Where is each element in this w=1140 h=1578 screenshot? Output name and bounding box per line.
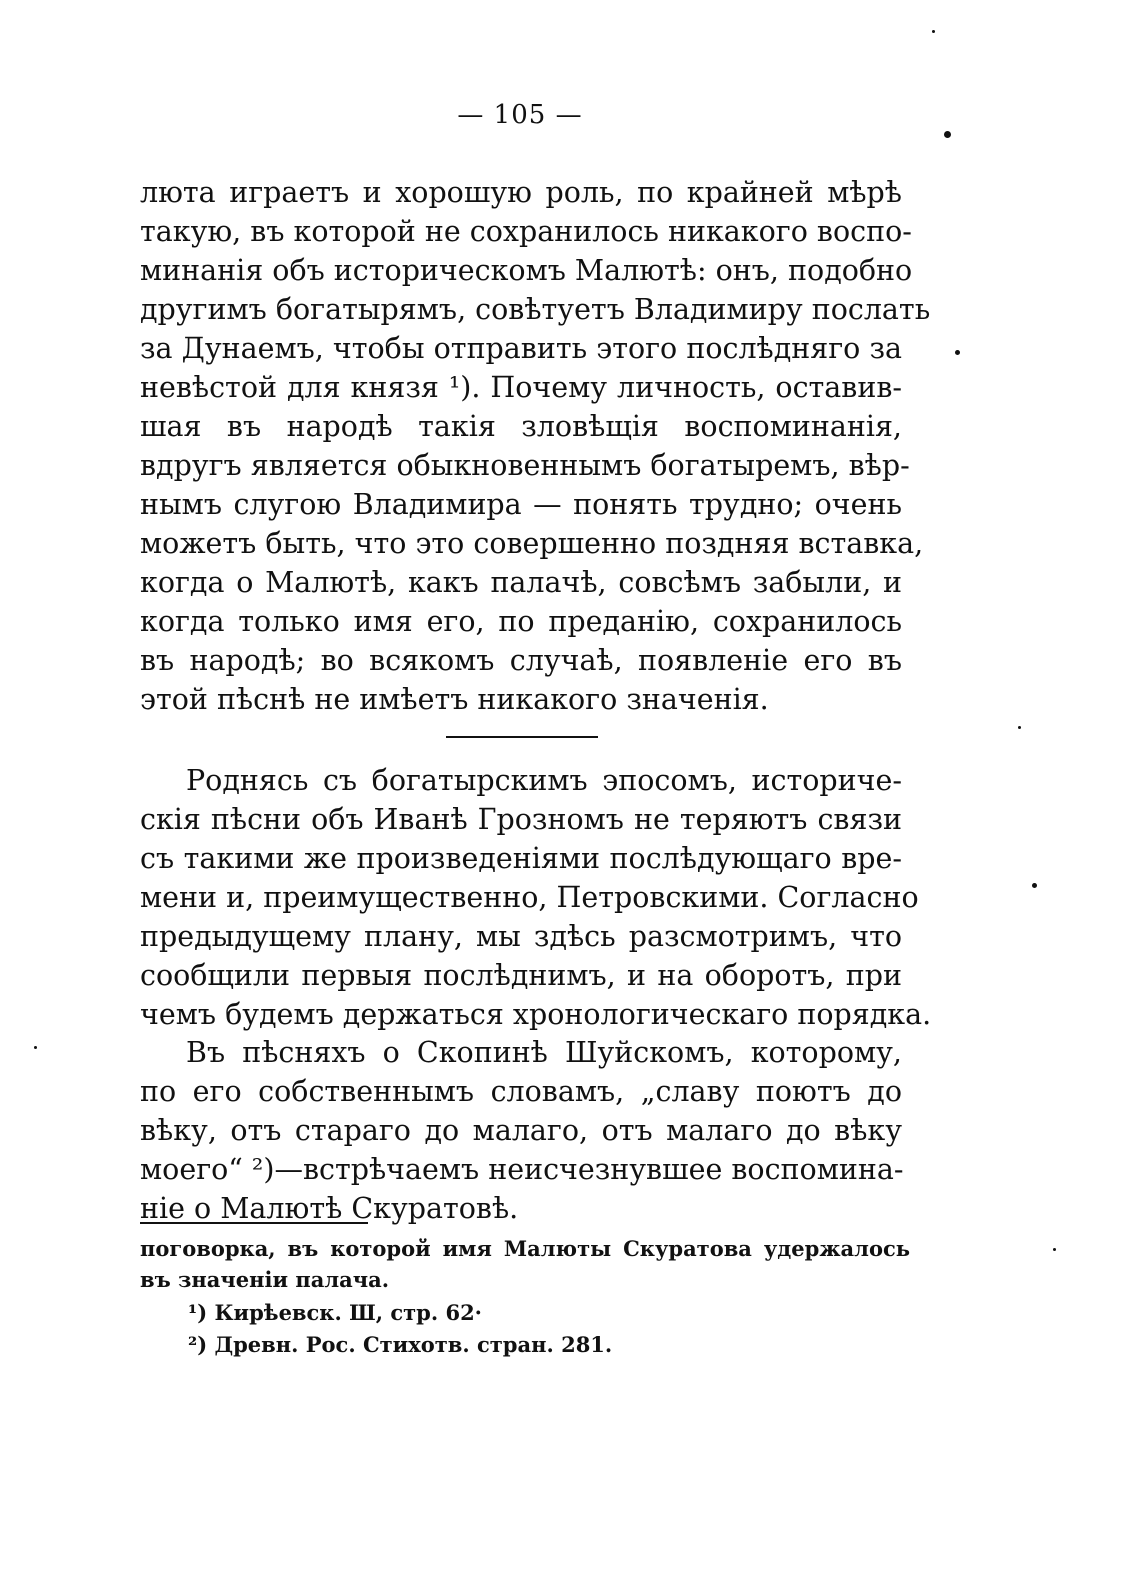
scan-speck: [1053, 1248, 1056, 1251]
footnote-line: поговорка, въ которой имя Малюты Скуратова удержалось: [140, 1236, 910, 1261]
footnote-rule: [140, 1222, 368, 1224]
text-line: скія пѣсни объ Иванѣ Грозномъ не теряютъ связи: [140, 803, 902, 836]
text-line: сообщили первыя послѣднимъ, и на оборотъ, при: [140, 959, 902, 992]
scan-speck: [1018, 726, 1021, 729]
text-line: по его собственнымъ словамъ, „славу поютъ до: [140, 1075, 902, 1108]
text-line: невѣстой для князя ¹). Почему личность, оставив-: [140, 371, 902, 404]
text-line: Роднясь съ богатырскимъ эпосомъ, историче-: [186, 764, 902, 797]
text-line: можетъ быть, что это совершенно поздняя вставка,: [140, 527, 924, 560]
text-line: мени и, преимущественно, Петровскими. Согласно: [140, 881, 919, 914]
text-line: этой пѣснѣ не имѣетъ никакого значенія.: [140, 683, 769, 716]
text-line: другимъ богатырямъ, совѣтуетъ Владимиру послать: [140, 293, 931, 326]
scan-speck: [34, 1046, 37, 1049]
footnote-1: ¹) Кирѣевск. Ш, стр. 62·: [188, 1300, 482, 1325]
text-line: минанія объ историческомъ Малютѣ: онъ, подобно: [140, 254, 913, 287]
scan-speck: [955, 350, 960, 355]
text-line: Въ пѣсняхъ о Скопинѣ Шуйскомъ, которому,: [186, 1036, 902, 1069]
text-line: шая въ народѣ такія зловѣщія воспоминанія,: [140, 410, 902, 443]
text-line: когда только имя его, по преданію, сохранилось: [140, 605, 902, 638]
footnote-2: ²) Древн. Рос. Стихотв. стран. 281.: [188, 1332, 613, 1357]
text-line: моего“ ²)—встрѣчаемъ неисчезнувшее воспомина-: [140, 1153, 904, 1186]
scan-speck: [1032, 883, 1037, 888]
text-line: люта играетъ и хорошую роль, по крайней мѣрѣ: [140, 176, 902, 209]
scan-speck: [944, 131, 951, 138]
text-line: предыдущему плану, мы здѣсь разсмотримъ, что: [140, 920, 902, 953]
text-line: нымъ слугою Владимира — понять трудно; очень: [140, 488, 902, 521]
text-line: ніе о Малютѣ Скуратовѣ.: [140, 1192, 519, 1225]
text-line: когда о Малютѣ, какъ палачѣ, совсѣмъ забыли, и: [140, 566, 902, 599]
text-line: съ такими же произведеніями послѣдующаго вре-: [140, 842, 902, 875]
text-line: такую, въ которой не сохранилось никакого воспо-: [140, 215, 912, 248]
text-line: чемъ будемъ держаться хронологическаго порядка.: [140, 998, 932, 1031]
text-line: вдругъ является обыкновеннымъ богатыремъ, вѣр-: [140, 449, 910, 482]
footnote-line: въ значеніи палача.: [140, 1267, 390, 1292]
text-line: въ народѣ; во всякомъ случаѣ, появленіе его въ: [140, 644, 902, 677]
page-number: — 105 —: [457, 100, 583, 130]
text-line: вѣку, отъ стараго до малаго, отъ малаго до вѣку: [140, 1114, 902, 1147]
scan-speck: [932, 30, 935, 33]
section-divider: [446, 736, 598, 738]
text-line: за Дунаемъ, чтобы отправить этого послѣдняго за: [140, 332, 902, 365]
